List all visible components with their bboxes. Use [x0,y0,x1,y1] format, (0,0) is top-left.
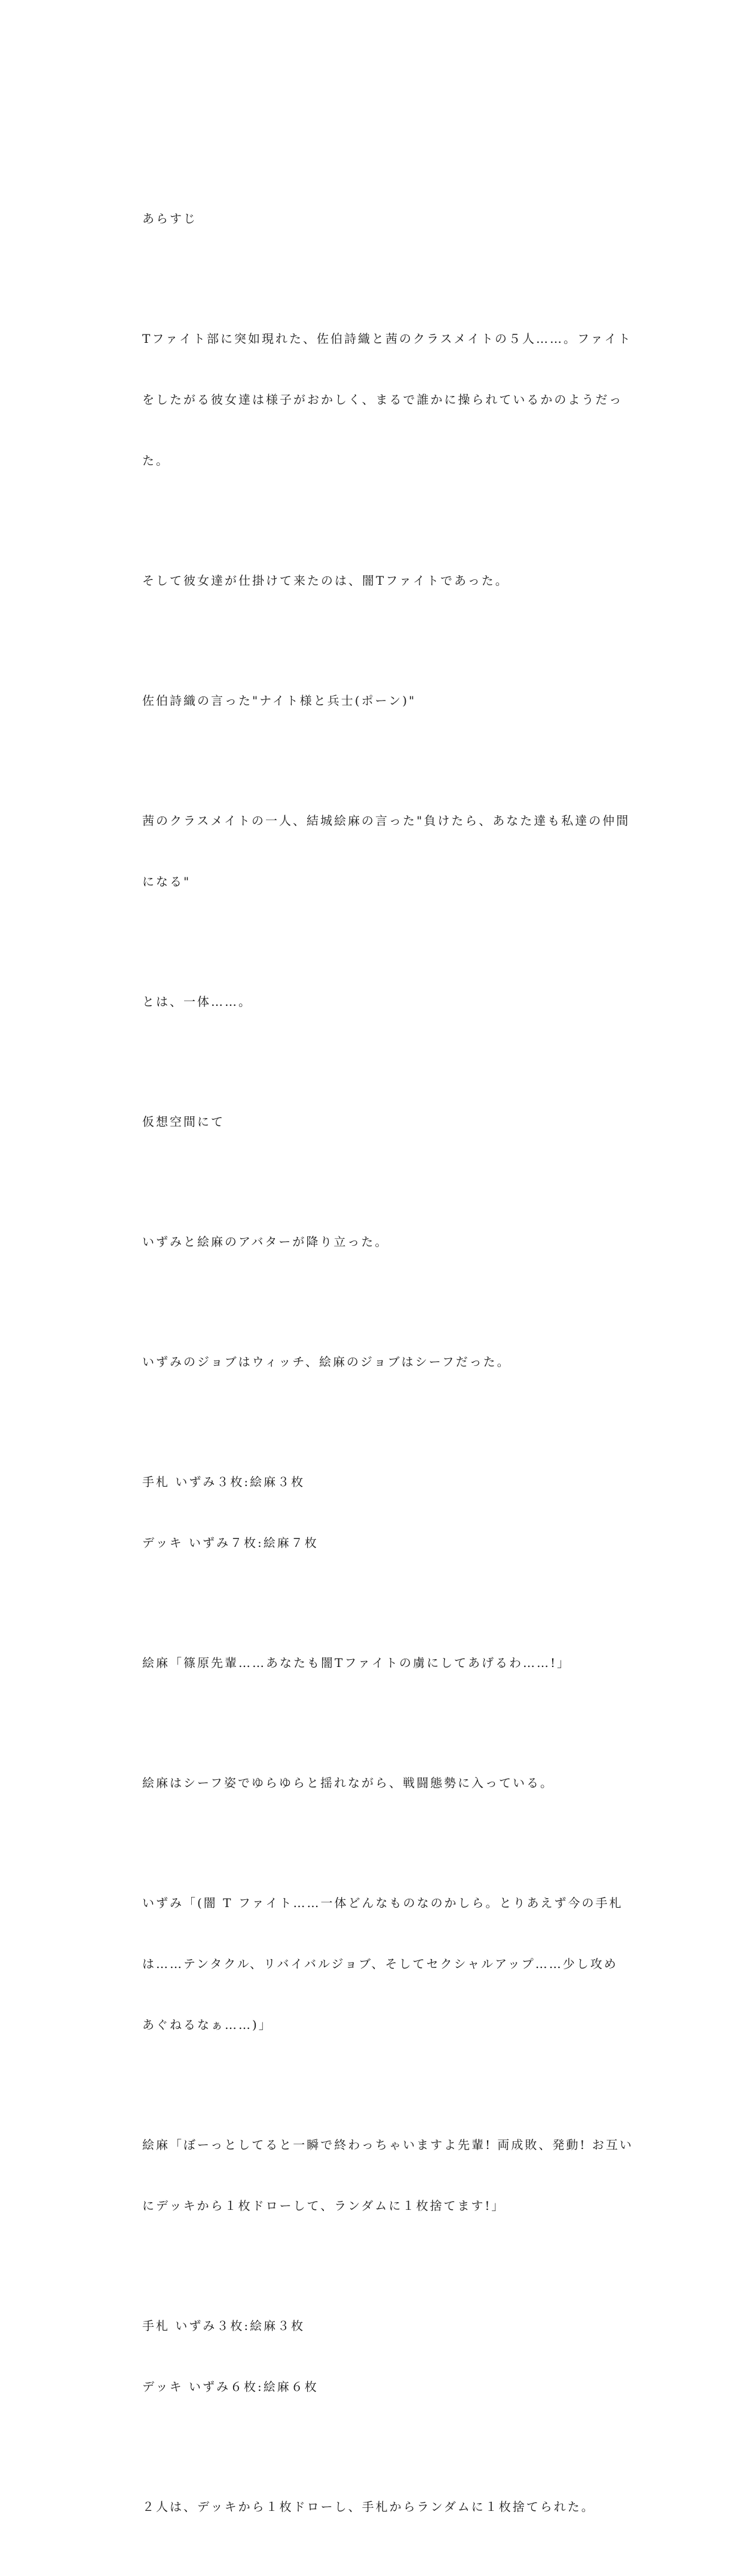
text-line: Tファイト部に突如現れた、佐伯詩織と茜のクラスメイトの５人……。ファイト [142,331,632,346]
text-line: 絵麻「篠原先輩……あなたも闇Tファイトの虜にしてあげるわ……!」 [142,1656,571,1670]
text-line: あぐねるなぁ……)」 [142,2018,272,2032]
paragraph [142,1612,608,1714]
paragraph [142,288,632,511]
text-line: 茜のクラスメイトの一人、結城絵麻の言った"負けたら、あなた達も私達の仲間 [142,813,630,828]
text-line: いずみのジョブはウィッチ、絵麻のジョブはシーフだった。 [142,1355,511,1369]
paragraph [142,770,630,932]
paragraph [142,951,608,1052]
text-line: をしたがる彼女達は様子がおかしく、まるで誰かに操られているかのようだっ [142,392,623,407]
text-line: 手札 いずみ３枚:絵麻３枚 [142,2319,305,2333]
paragraph [142,2094,633,2256]
text-line: 手札 いずみ３枚:絵麻３枚 [142,1475,305,1489]
paragraph [142,2456,608,2557]
text-line: とは、一体……。 [142,994,252,1009]
paragraph [142,530,608,631]
paragraph [142,1191,608,1292]
text-line: 佐伯詩織の言った"ナイト様と兵士(ポーン)" [142,693,417,708]
text-line: デッキ いずみ６枚:絵麻６枚 [142,2380,319,2394]
paragraph [142,1311,608,1413]
text-line: 絵麻はシーフ姿でゆらゆらと揺れながら、戦闘態勢に入っている。 [142,1776,554,1790]
paragraph [142,2275,608,2437]
text-line: あらすじ [142,211,197,226]
text-line: ２人は、デッキから１枚ドローし、手札からランダムに１枚捨てられた。 [142,2500,595,2514]
text-line: は……テンタクル、リバイバルジョブ、そしてセクシャルアップ……少し攻め [142,1957,618,1971]
text-line: にデッキから１枚ドローして、ランダムに１枚捨てます!」 [142,2199,506,2213]
paragraph [142,168,608,269]
text-line: デッキ いずみ７枚:絵麻７枚 [142,1536,319,1550]
text-line: そして彼女達が仕掛けて来たのは、闇Tファイトであった。 [142,573,509,588]
document-body [142,168,633,2576]
text-line: 仮想空間にて [142,1114,225,1129]
paragraph [142,1732,608,1834]
paragraph [142,1431,608,1594]
paragraph [142,650,608,751]
paragraph [142,1852,623,2075]
text-line: いずみと絵麻のアバターが降り立った。 [142,1235,389,1249]
text-line: になる" [142,874,191,889]
text-line: 絵麻「ぼーっとしてると一瞬で終わっちゃいますよ先輩! 両成敗、発動! お互い [142,2138,633,2152]
text-line: いずみ「(闇 T ファイト……一体どんなものなのかしら。とりあえず今の手札 [142,1896,623,1910]
paragraph [142,1071,608,1172]
text-line: た。 [142,453,170,468]
